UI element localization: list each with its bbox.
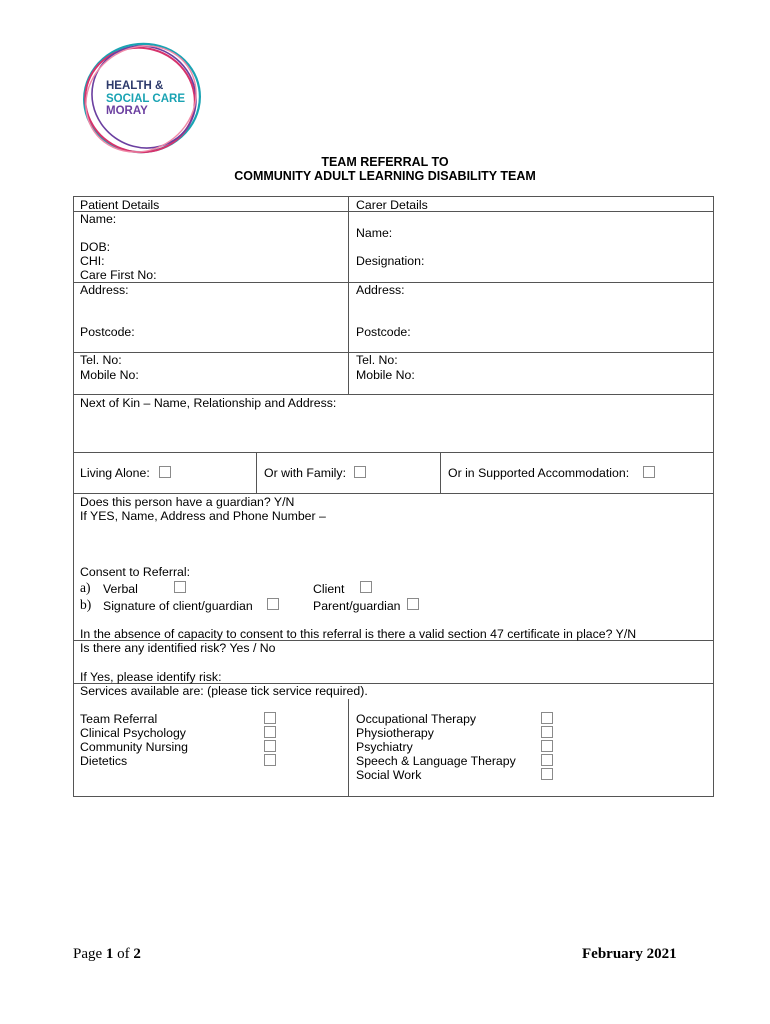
logo-line-2: SOCIAL CARE	[106, 92, 186, 105]
patient-mobile-label: Mobile No:	[80, 368, 139, 382]
living-alone-label: Living Alone:	[80, 466, 150, 480]
risk-question: Is there any identified risk? Yes / No	[80, 641, 276, 655]
carer-details-header: Carer Details	[356, 198, 428, 212]
with-family-label: Or with Family:	[264, 466, 346, 480]
carer-mobile-label: Mobile No:	[356, 368, 415, 382]
service-checkbox-occupational-therapy[interactable]	[541, 712, 553, 724]
logo-line-3: MORAY	[106, 105, 148, 117]
risk-identify-label: If Yes, please identify risk:	[80, 670, 222, 684]
service-checkbox-community-nursing[interactable]	[264, 740, 276, 752]
logo-line-1: HEALTH &	[106, 80, 164, 92]
carer-name-label: Name:	[356, 226, 393, 240]
service-label-dietetics: Dietetics	[80, 754, 128, 768]
service-checkbox-team-referral[interactable]	[264, 712, 276, 724]
service-label-physiotherapy: Physiotherapy	[356, 726, 434, 740]
patient-postcode-label: Postcode:	[80, 325, 135, 339]
form-title-line-1: TEAM REFERRAL TO	[321, 155, 449, 169]
logo	[78, 40, 206, 158]
patient-chi-label: CHI:	[80, 254, 105, 268]
page-number	[73, 946, 141, 963]
guardian-question: Does this person have a guardian? Y/N	[80, 495, 295, 509]
services-intro: Services available are: (please tick service required).	[80, 684, 368, 698]
living-alone-checkbox[interactable]	[159, 466, 171, 478]
patient-address-label: Address:	[80, 283, 129, 297]
signature-checkbox[interactable]	[267, 598, 279, 610]
footer-date: February 2021	[582, 946, 677, 962]
page-of: of	[113, 946, 134, 962]
next-of-kin-label: Next of Kin – Name, Relationship and Address:	[80, 396, 337, 410]
supported-accommodation-checkbox[interactable]	[643, 466, 655, 478]
patient-details-header: Patient Details	[80, 198, 160, 212]
carer-address-label: Address:	[356, 283, 405, 297]
form-title-line-2: COMMUNITY ADULT LEARNING DISABILITY TEAM	[234, 169, 536, 183]
client-checkbox[interactable]	[360, 581, 372, 593]
page-current: 1	[105, 946, 114, 962]
consent-label: Consent to Referral:	[80, 565, 191, 579]
parent-guardian-label: Parent/guardian	[313, 599, 401, 613]
service-label-team-referral: Team Referral	[80, 712, 158, 726]
patient-name-label: Name:	[80, 212, 117, 226]
verbal-label: Verbal	[103, 582, 138, 596]
carer-tel-label: Tel. No:	[356, 353, 398, 367]
service-checkbox-speech-language[interactable]	[541, 754, 553, 766]
service-label-psychiatry: Psychiatry	[356, 740, 413, 754]
patient-care-first-label: Care First No:	[80, 268, 157, 282]
client-label: Client	[313, 582, 345, 596]
service-label-clinical-psychology: Clinical Psychology	[80, 726, 186, 740]
page-prefix: Page	[73, 946, 106, 962]
patient-tel-label: Tel. No:	[80, 353, 122, 367]
consent-a-marker: a)	[80, 580, 91, 595]
service-checkbox-dietetics[interactable]	[264, 754, 276, 766]
service-checkbox-clinical-psychology[interactable]	[264, 726, 276, 738]
service-label-social-work: Social Work	[356, 768, 422, 782]
carer-postcode-label: Postcode:	[356, 325, 411, 339]
service-checkbox-psychiatry[interactable]	[541, 740, 553, 752]
page-total: 2	[133, 946, 141, 962]
guardian-if-yes: If YES, Name, Address and Phone Number –	[80, 509, 326, 523]
service-label-community-nursing: Community Nursing	[80, 740, 188, 754]
service-checkbox-physiotherapy[interactable]	[541, 726, 553, 738]
patient-dob-label: DOB:	[80, 240, 111, 254]
section-47-question: In the absence of capacity to consent to this referral is there a valid section 47 certificate in place? Y/N	[80, 627, 637, 641]
carer-designation-label: Designation:	[356, 254, 425, 268]
signature-label: Signature of client/guardian	[103, 599, 253, 613]
verbal-checkbox[interactable]	[174, 581, 186, 593]
consent-b-marker: b)	[80, 597, 92, 612]
service-label-occupational-therapy: Occupational Therapy	[356, 712, 477, 726]
service-label-speech-language: Speech & Language Therapy	[356, 754, 516, 768]
parent-guardian-checkbox[interactable]	[407, 598, 419, 610]
service-checkbox-social-work[interactable]	[541, 768, 553, 780]
supported-accommodation-label: Or in Supported Accommodation:	[448, 466, 630, 480]
with-family-checkbox[interactable]	[354, 466, 366, 478]
